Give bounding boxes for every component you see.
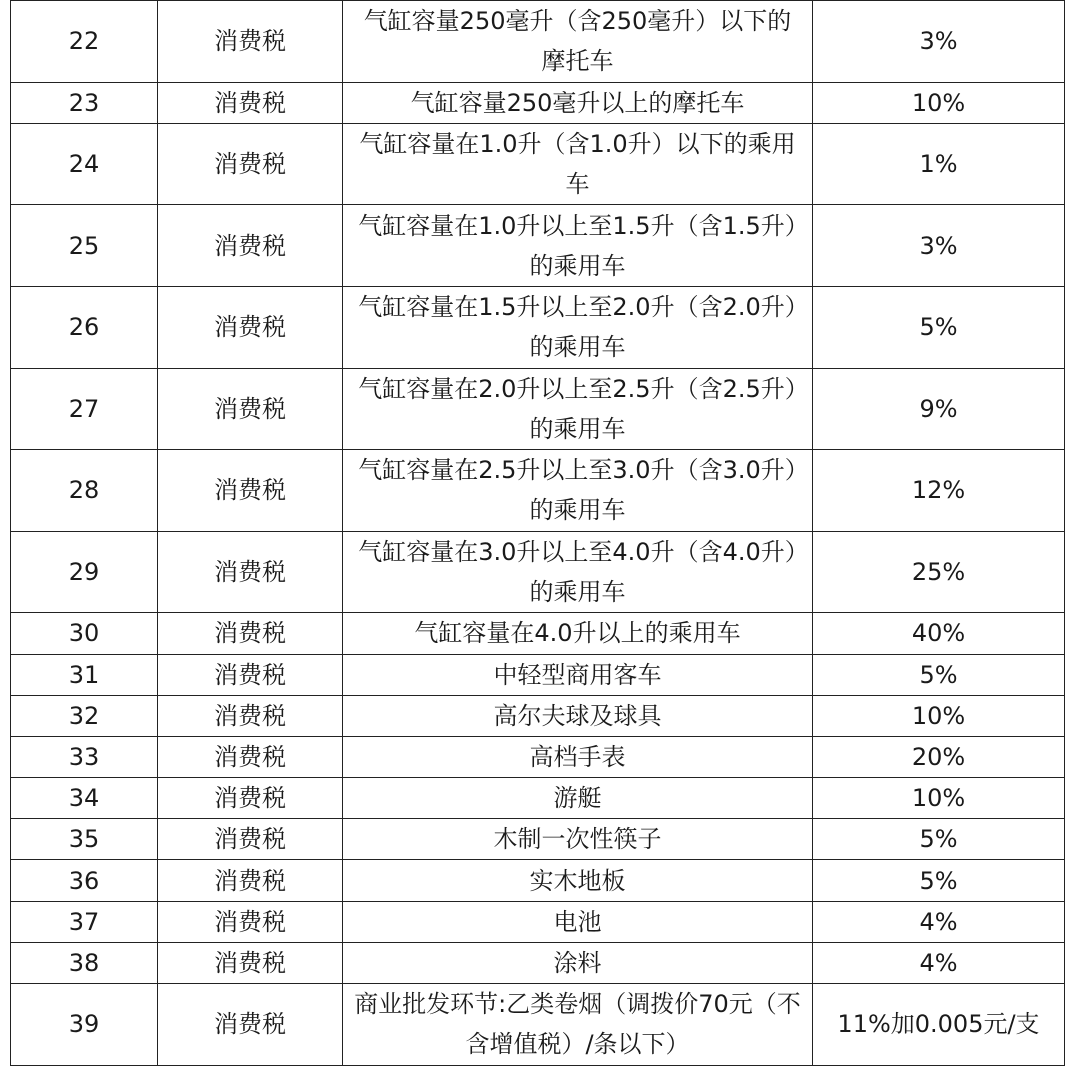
item-description: 气缸容量在3.0升以上至4.0升（含4.0升）的乘用车 <box>343 531 813 613</box>
row-number: 29 <box>11 531 158 613</box>
item-description: 涂料 <box>343 942 813 983</box>
row-number: 22 <box>11 1 158 83</box>
row-number: 32 <box>11 695 158 736</box>
table-row <box>11 531 1065 613</box>
tax-rate: 3% <box>813 1 1065 83</box>
row-number: 38 <box>11 942 158 983</box>
table-row <box>11 82 1065 123</box>
tax-type: 消费税 <box>158 82 343 123</box>
item-description: 商业批发环节:乙类卷烟（调拨价70元（不含增值税）/条以下） <box>343 984 813 1066</box>
tax-type: 消费税 <box>158 531 343 613</box>
table-row <box>11 1 1065 83</box>
row-number: 39 <box>11 984 158 1066</box>
row-number: 27 <box>11 368 158 450</box>
tax-rate: 4% <box>813 942 1065 983</box>
row-number: 28 <box>11 450 158 532</box>
tax-type: 消费税 <box>158 736 343 777</box>
tax-type: 消费税 <box>158 286 343 368</box>
table-row <box>11 860 1065 901</box>
tax-rate: 40% <box>813 613 1065 654</box>
tax-type: 消费税 <box>158 901 343 942</box>
item-description: 气缸容量在2.5升以上至3.0升（含3.0升）的乘用车 <box>343 450 813 532</box>
table-row <box>11 654 1065 695</box>
item-description: 气缸容量在4.0升以上的乘用车 <box>343 613 813 654</box>
tax-rate: 5% <box>813 860 1065 901</box>
tax-rate: 10% <box>813 695 1065 736</box>
row-number: 37 <box>11 901 158 942</box>
tax-type: 消费税 <box>158 860 343 901</box>
row-number: 24 <box>11 123 158 205</box>
row-number: 26 <box>11 286 158 368</box>
tax-rate: 9% <box>813 368 1065 450</box>
tax-rate: 10% <box>813 82 1065 123</box>
tax-rate-table-container <box>10 0 1064 1066</box>
item-description: 气缸容量在1.0升（含1.0升）以下的乘用车 <box>343 123 813 205</box>
item-description: 高档手表 <box>343 736 813 777</box>
row-number: 25 <box>11 205 158 287</box>
tax-rate: 5% <box>813 654 1065 695</box>
tax-rate: 5% <box>813 286 1065 368</box>
tax-type: 消费税 <box>158 368 343 450</box>
item-description: 气缸容量250毫升以上的摩托车 <box>343 82 813 123</box>
row-number: 30 <box>11 613 158 654</box>
tax-type: 消费税 <box>158 695 343 736</box>
table-row <box>11 942 1065 983</box>
item-description: 游艇 <box>343 778 813 819</box>
item-description: 气缸容量在1.5升以上至2.0升（含2.0升）的乘用车 <box>343 286 813 368</box>
item-description: 气缸容量在2.0升以上至2.5升（含2.5升）的乘用车 <box>343 368 813 450</box>
tax-rate: 1% <box>813 123 1065 205</box>
tax-type: 消费税 <box>158 613 343 654</box>
row-number: 35 <box>11 819 158 860</box>
tax-type: 消费税 <box>158 1 343 83</box>
tax-type: 消费税 <box>158 654 343 695</box>
tax-rate: 12% <box>813 450 1065 532</box>
item-description: 中轻型商用客车 <box>343 654 813 695</box>
tax-rate: 10% <box>813 778 1065 819</box>
tax-type: 消费税 <box>158 984 343 1066</box>
table-row <box>11 901 1065 942</box>
tax-rate: 3% <box>813 205 1065 287</box>
item-description: 木制一次性筷子 <box>343 819 813 860</box>
tax-type: 消费税 <box>158 778 343 819</box>
table-row <box>11 819 1065 860</box>
table-row <box>11 286 1065 368</box>
table-row <box>11 613 1065 654</box>
tax-rate: 25% <box>813 531 1065 613</box>
item-description: 气缸容量250毫升（含250毫升）以下的摩托车 <box>343 1 813 83</box>
table-row <box>11 450 1065 532</box>
row-number: 33 <box>11 736 158 777</box>
table-row <box>11 205 1065 287</box>
table-body <box>11 1 1065 1066</box>
tax-rate: 11%加0.005元/支 <box>813 984 1065 1066</box>
table-row <box>11 736 1065 777</box>
table-row <box>11 778 1065 819</box>
row-number: 34 <box>11 778 158 819</box>
item-description: 气缸容量在1.0升以上至1.5升（含1.5升）的乘用车 <box>343 205 813 287</box>
tax-rate: 5% <box>813 819 1065 860</box>
table-row <box>11 368 1065 450</box>
table-row <box>11 695 1065 736</box>
tax-type: 消费税 <box>158 819 343 860</box>
tax-type: 消费税 <box>158 450 343 532</box>
row-number: 23 <box>11 82 158 123</box>
tax-type: 消费税 <box>158 205 343 287</box>
table-row <box>11 123 1065 205</box>
tax-rate: 20% <box>813 736 1065 777</box>
item-description: 高尔夫球及球具 <box>343 695 813 736</box>
row-number: 31 <box>11 654 158 695</box>
tax-type: 消费税 <box>158 123 343 205</box>
tax-type: 消费税 <box>158 942 343 983</box>
tax-rate-table <box>10 0 1065 1066</box>
item-description: 电池 <box>343 901 813 942</box>
row-number: 36 <box>11 860 158 901</box>
tax-rate: 4% <box>813 901 1065 942</box>
table-row <box>11 984 1065 1066</box>
item-description: 实木地板 <box>343 860 813 901</box>
